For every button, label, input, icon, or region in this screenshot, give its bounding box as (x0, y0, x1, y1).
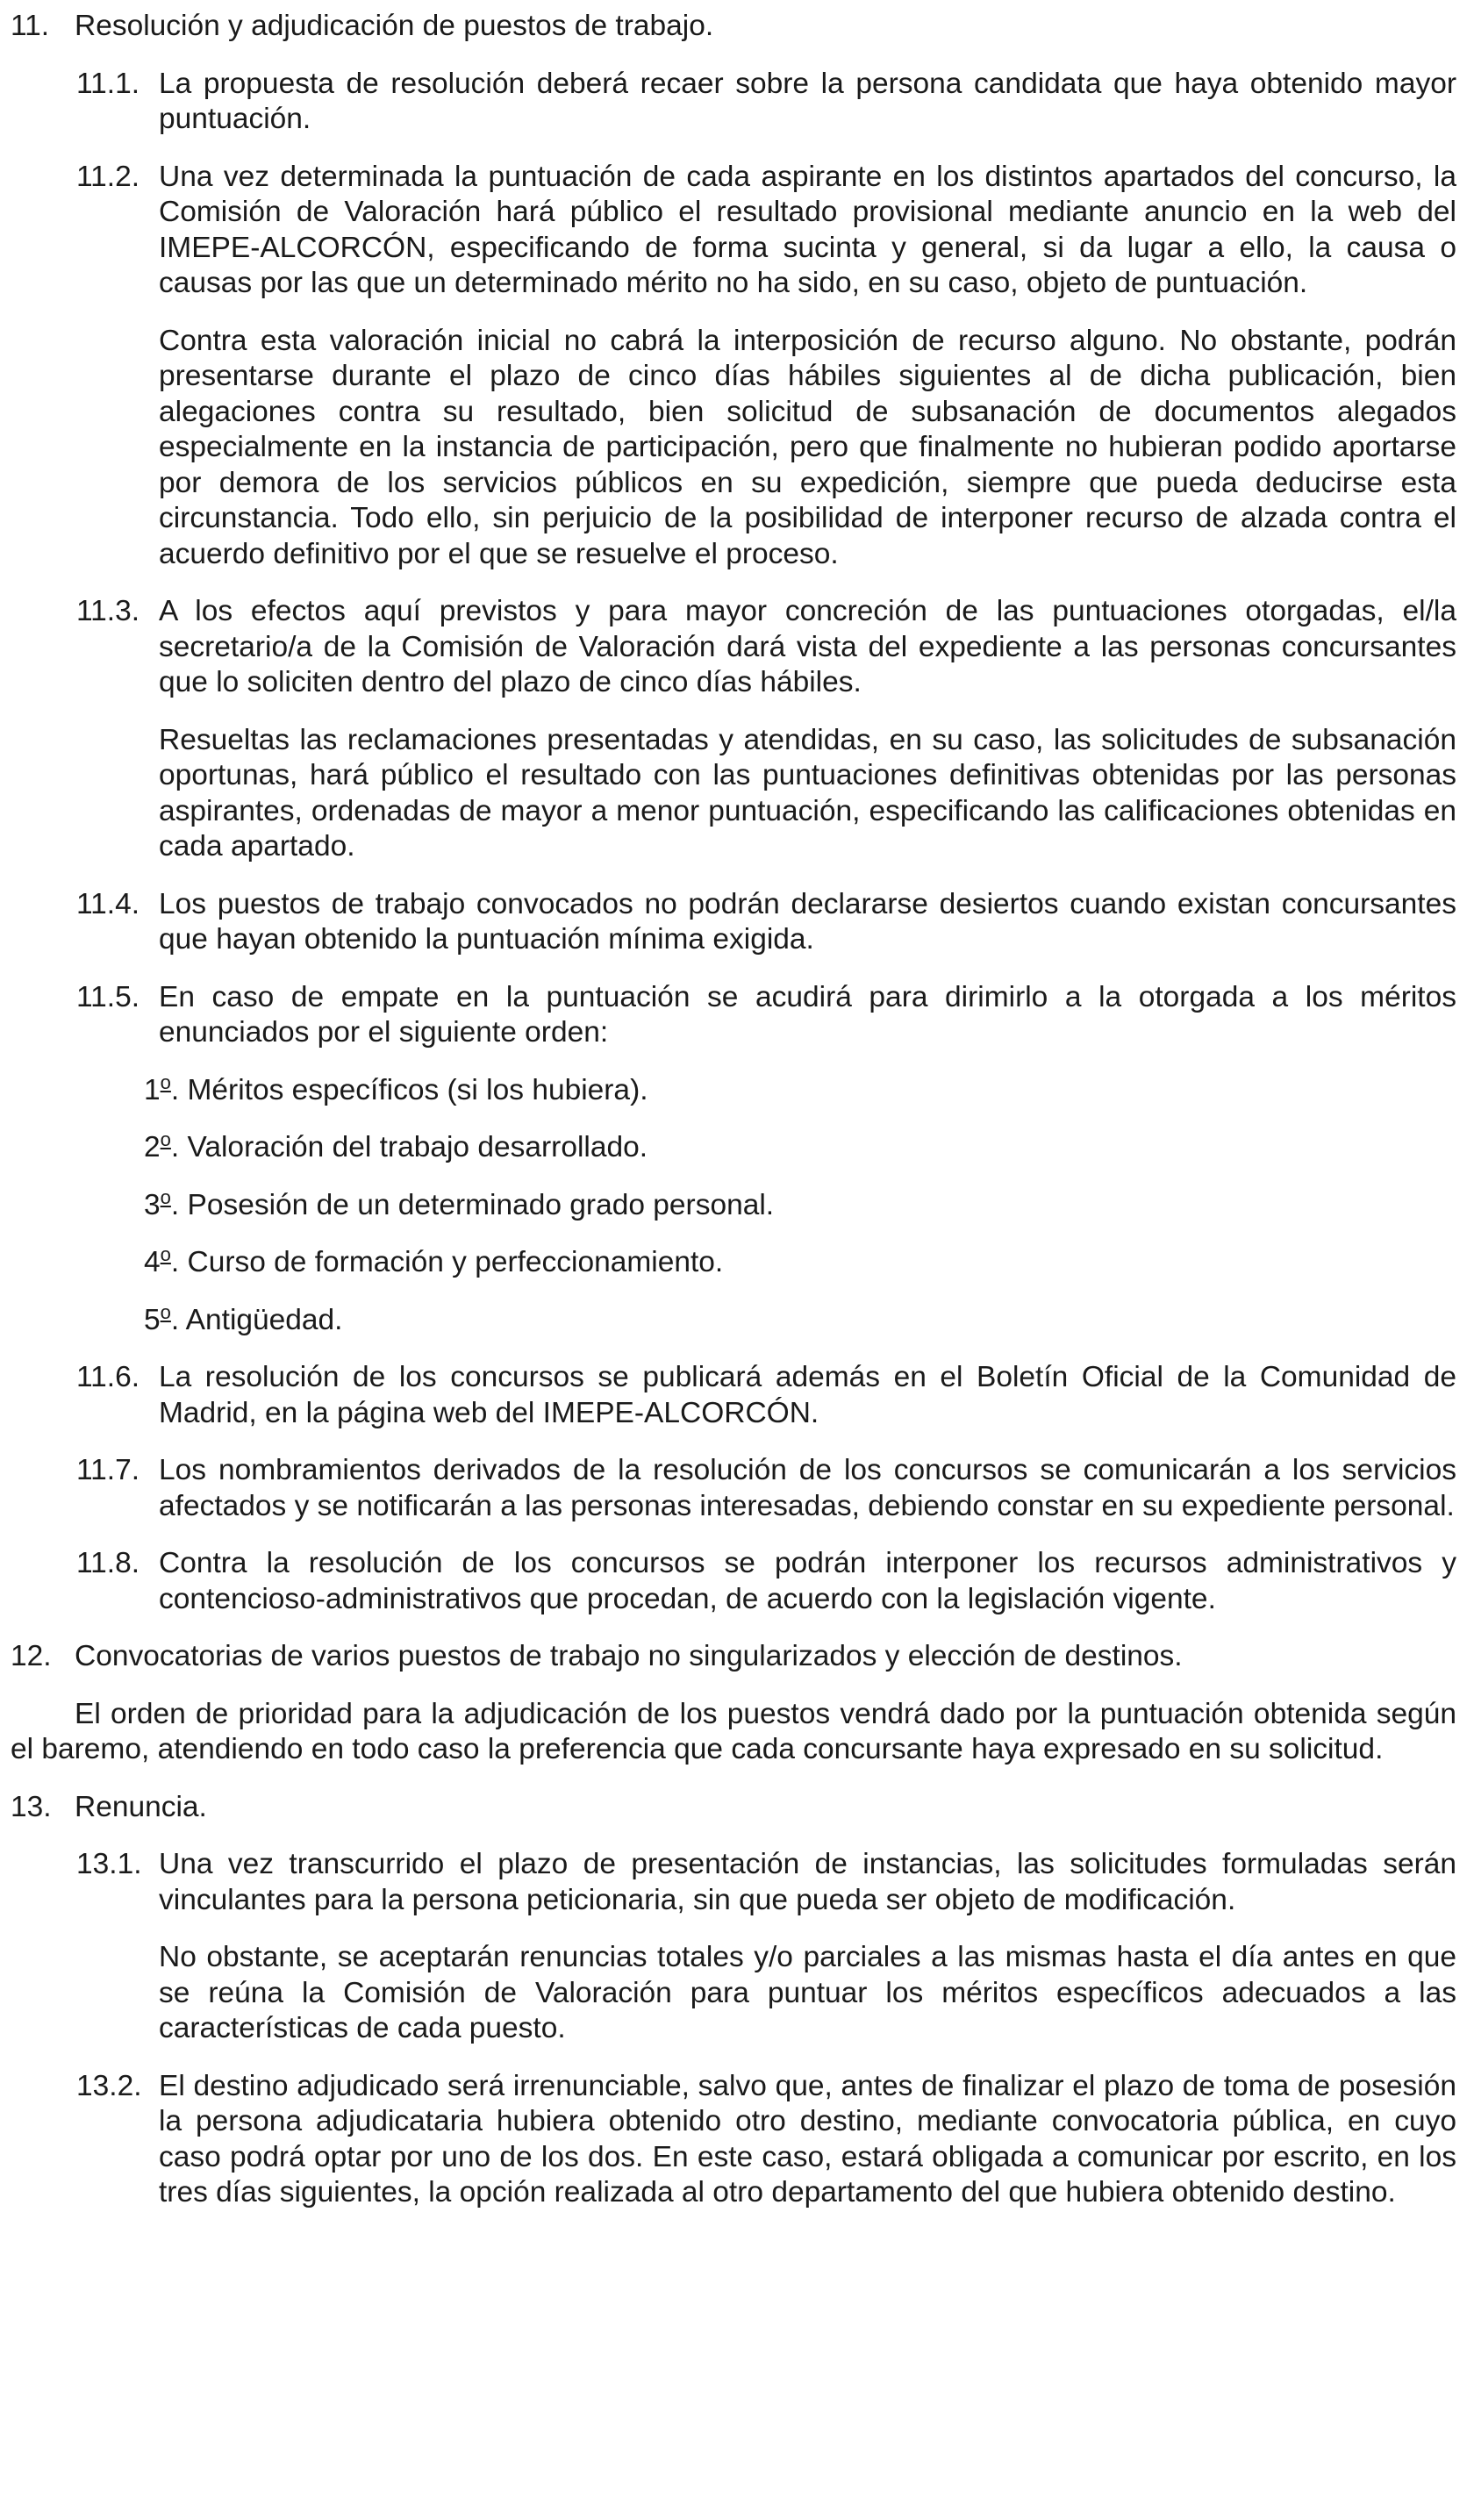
section-number: 13. (11, 1790, 52, 1823)
clause-11-4 (11, 887, 1456, 958)
clause-11-7 (11, 1453, 1456, 1524)
section-title: Convocatorias de varios puestos de trabajo no singularizados y elección de destinos. (75, 1640, 1183, 1672)
order-item-5: 5$^o$. Antigüedad. (144, 1300, 343, 1336)
order-item-3: 3$^o$. Posesión de un determinado grado personal. (144, 1185, 775, 1221)
clause-13-1 (11, 1847, 1456, 1918)
clause-11-1 (11, 67, 1456, 138)
clause-text: La resolución de los concursos se publicará además en el Boletín Oficial de la Comunidad de Madrid, en la página web del IMEPE-ALCORCÓN. (159, 1361, 1456, 1429)
order-item-1: 1$^o$. Méritos específicos (si los hubiera). (144, 1070, 648, 1106)
clause-number: 11.1. (76, 67, 140, 100)
clause-11-6 (11, 1360, 1456, 1431)
section-13-heading (11, 1790, 1456, 1826)
clause-text: Los puestos de trabajo convocados no podrán declararse desiertos cuando existan concursantes que hayan obtenido la puntuación mínima exigida. (159, 887, 1456, 956)
section-12-heading (11, 1639, 1456, 1675)
section-12-paragraph: El orden de prioridad para la adjudicación de los puestos vendrá dado por la puntuación obtenida según el baremo, atendiendo en todo caso la preferencia que cada concursante haya expresado en su solicitud. (11, 1697, 1456, 1765)
clause-11-8 (11, 1546, 1456, 1617)
order-item-2: 2$^o$. Valoración del trabajo desarrollado. (144, 1128, 648, 1163)
clause-11-3-paragraph: Resueltas las reclamaciones presentadas y atendidas, en su caso, las solicitudes de subsanación oportunas, hará público el resultado con las puntuaciones definitivas obtenidas por las personas aspirantes, ordenadas de mayor a menor puntuación, especificando las calificaciones obtenidas en cada apartado. (159, 723, 1456, 863)
clause-number: 11.5. (76, 980, 140, 1013)
clause-11-2-paragraph: Contra esta valoración inicial no cabrá la interposición de recurso alguno. No obstante, podrán presentarse durante el plazo de cinco días hábiles siguientes al de dicha publicación, bien alegaciones contra su resultado, bien solicitud de subsanación de documentos alegados especialmente en la instancia de participación, pero que finalmente no hubieran podido aportarse por demora de los servicios públicos en su expedición, siempre que pueda deducirse esta circunstancia. Todo ello, sin perjuicio de la posibilidad de interponer recurso de alzada contra el acuerdo definitivo por el que se resuelve el proceso. (159, 324, 1456, 570)
clause-11-3 (11, 594, 1456, 701)
clause-number: 13.1. (76, 1848, 142, 1880)
clause-text: La propuesta de resolución deberá recaer sobre la persona candidata que haya obtenido mayor puntuación. (159, 67, 1456, 135)
clause-text: Una vez determinada la puntuación de cada aspirante en los distintos apartados del concurso, la Comisión de Valoración hará público el resultado provisional mediante anuncio en la web del IMEPE-ALCORCÓN, especificando de forma sucinta y general, si da lugar a ello, la causa o causas por las que un determinado mérito no ha sido, en su caso, objeto de puntuación. (159, 160, 1456, 299)
section-number: 11. (11, 10, 50, 42)
clause-number: 11.4. (76, 887, 140, 920)
clause-text: En caso de empate en la puntuación se acudirá para dirimirlo a la otorgada a los méritos enunciados por el siguiente orden: (159, 980, 1456, 1049)
clause-number: 11.8. (76, 1547, 140, 1579)
clause-number: 11.6. (76, 1361, 140, 1393)
section-11-heading (11, 9, 1456, 45)
clause-13-1-paragraph: No obstante, se aceptarán renuncias totales y/o parciales a las mismas hasta el día antes en que se reúna la Comisión de Valoración para puntuar los méritos específicos adecuados a las características de cada puesto. (159, 1941, 1456, 2044)
document-page (11, 9, 1456, 2233)
clause-number: 11.7. (76, 1454, 140, 1486)
clause-text: A los efectos aquí previstos y para mayor concreción de las puntuaciones otorgadas, el/la secretario/a de la Comisión de Valoración dará vista del expediente a las personas concursantes que lo soliciten dentro del plazo de cinco días hábiles. (159, 595, 1456, 698)
clause-text: Contra la resolución de los concursos se podrán interponer los recursos administrativos y contencioso-administrativos que procedan, de acuerdo con la legislación vigente. (159, 1547, 1456, 1615)
clause-number: 11.3. (76, 595, 140, 627)
clause-text: Los nombramientos derivados de la resolución de los concursos se comunicarán a los servicios afectados y se notificarán a las personas interesadas, debiendo constar en su expediente personal. (159, 1454, 1456, 1522)
order-item-4: 4$^o$. Curso de formación y perfeccionamiento. (144, 1243, 724, 1278)
section-title: Resolución y adjudicación de puestos de trabajo. (75, 10, 714, 42)
clause-11-5 (11, 980, 1456, 1051)
clause-number: 11.2. (76, 160, 140, 193)
clause-text: El destino adjudicado será irrenunciable, salvo que, antes de finalizar el plazo de toma de posesión la persona adjudicataria hubiera obtenido otro destino, mediante convocatoria pública, en cuyo caso podrá optar por uno de los dos. En este caso, estará obligada a comunicar por escrito, en los tres días siguientes, la opción realizada al otro departamento del que hubiera obtenido destino. (159, 2069, 1456, 2209)
section-title: Renuncia. (75, 1790, 207, 1823)
section-number: 12. (11, 1640, 52, 1672)
clause-13-2 (11, 2069, 1456, 2211)
clause-text: Una vez transcurrido el plazo de presentación de instancias, las solicitudes formuladas serán vinculantes para la persona peticionaria, sin que pueda ser objeto de modificación. (159, 1848, 1456, 1916)
clause-11-2 (11, 160, 1456, 302)
clause-number: 13.2. (76, 2069, 142, 2102)
